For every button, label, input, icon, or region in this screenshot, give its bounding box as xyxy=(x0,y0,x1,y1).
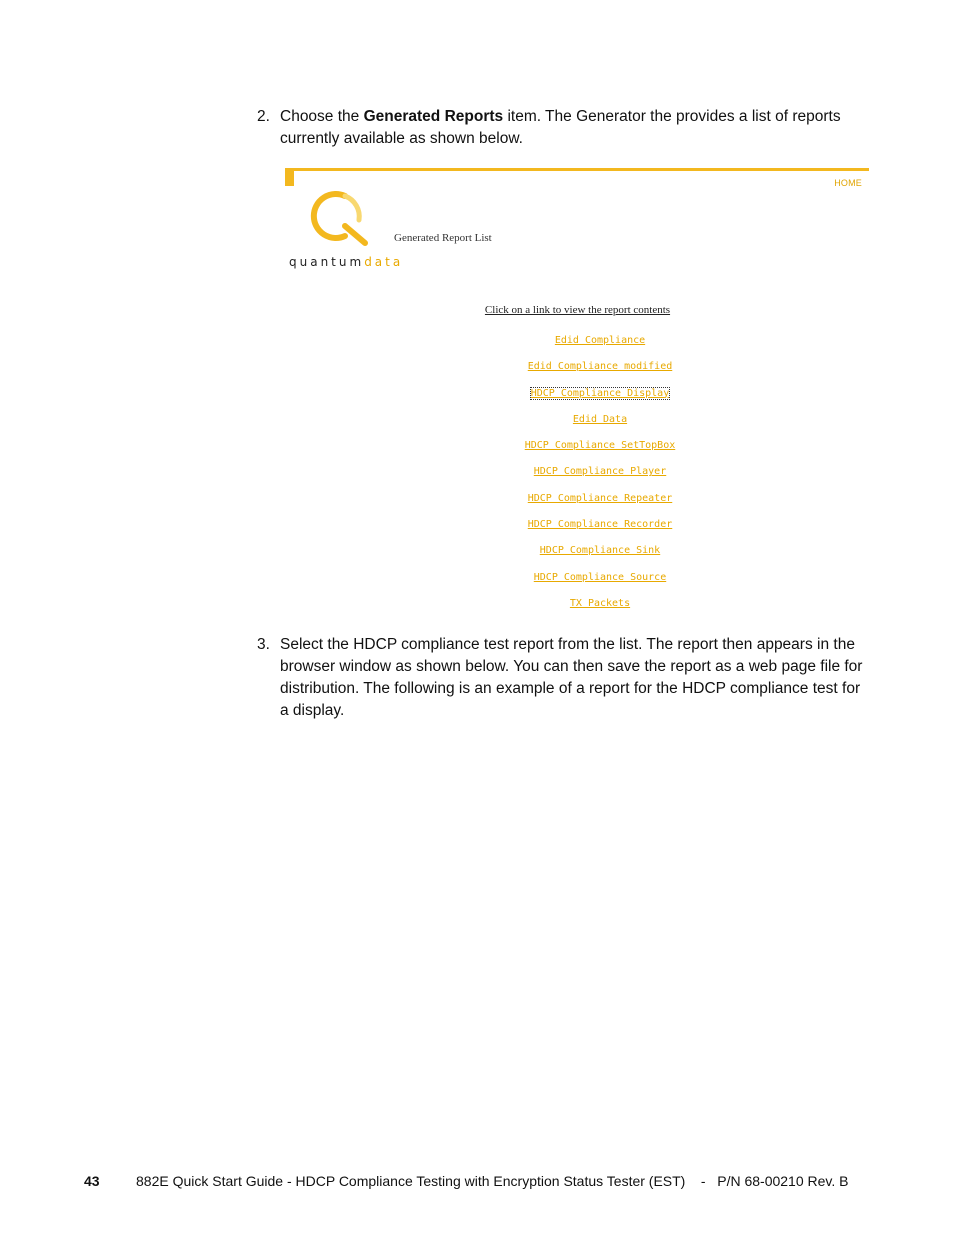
list-item xyxy=(285,409,915,435)
list-item xyxy=(285,356,915,382)
report-link-hdcp-compliance-settopbox[interactable]: HDCP Compliance SetTopBox xyxy=(524,440,676,452)
top-accent-bar xyxy=(285,168,869,171)
report-link-hdcp-compliance-sink[interactable]: HDCP Compliance Sink xyxy=(539,545,661,557)
report-link-edid-compliance-modified[interactable]: Edid Compliance modified xyxy=(527,361,673,373)
quantumdata-q-logo-icon xyxy=(305,188,371,246)
report-link-edid-data[interactable]: Edid Data xyxy=(572,413,628,425)
list-item xyxy=(285,567,915,593)
brand-wordmark-part: quantum xyxy=(289,255,365,269)
brand-wordmark xyxy=(289,255,403,269)
step-number: 2. xyxy=(257,108,270,125)
step-text xyxy=(280,106,872,150)
step-text-part: item. The Generator the provides a list of reports currently available as shown below. xyxy=(280,108,841,147)
report-link-hdcp-compliance-display[interactable]: HDCP Compliance Display xyxy=(530,387,670,399)
list-item xyxy=(285,435,915,461)
list-item xyxy=(285,488,915,514)
step-number: 3. xyxy=(257,636,270,653)
page-number: 43 xyxy=(84,1173,100,1189)
report-link-hdcp-compliance-player[interactable]: HDCP Compliance Player xyxy=(533,466,667,478)
report-link-hdcp-compliance-repeater[interactable]: HDCP Compliance Repeater xyxy=(527,492,673,504)
step-text-part: Choose the xyxy=(280,108,364,125)
step-2 xyxy=(257,106,872,150)
list-item xyxy=(285,514,915,540)
list-item xyxy=(285,593,915,619)
footer-text: 882E Quick Start Guide - HDCP Compliance Testing with Encryption Status Tester (EST) - P/N 68-00210 Rev. B xyxy=(136,1173,849,1189)
report-link-hdcp-compliance-source[interactable]: HDCP Compliance Source xyxy=(533,571,667,583)
instruction-text xyxy=(285,304,870,316)
report-link-hdcp-compliance-recorder[interactable]: HDCP Compliance Recorder xyxy=(527,519,673,531)
instruction-label: Click on a link to view the report contents xyxy=(484,304,671,316)
list-item xyxy=(285,461,915,487)
report-link-tx-packets[interactable]: TX Packets xyxy=(569,597,631,609)
list-item xyxy=(285,383,915,409)
menu-term: Generated Reports xyxy=(363,108,504,125)
step-text: Select the HDCP compliance test report from the list. The report then appears in the browser window as shown below. You can then save the report as a web page file for distribution. The following is an example of a report for the HDCP compliance test for a display. xyxy=(280,636,863,719)
report-link-edid-compliance[interactable]: Edid Compliance xyxy=(554,335,646,346)
home-link[interactable]: HOME xyxy=(834,178,862,188)
page-title: Generated Report List xyxy=(394,232,492,244)
brand-wordmark-part: data xyxy=(364,255,404,269)
top-accent-tab xyxy=(285,168,294,186)
list-item xyxy=(285,540,915,566)
generated-report-list-screenshot xyxy=(285,168,870,618)
list-item xyxy=(285,330,915,356)
report-list xyxy=(285,330,915,619)
step-3 xyxy=(257,634,872,722)
